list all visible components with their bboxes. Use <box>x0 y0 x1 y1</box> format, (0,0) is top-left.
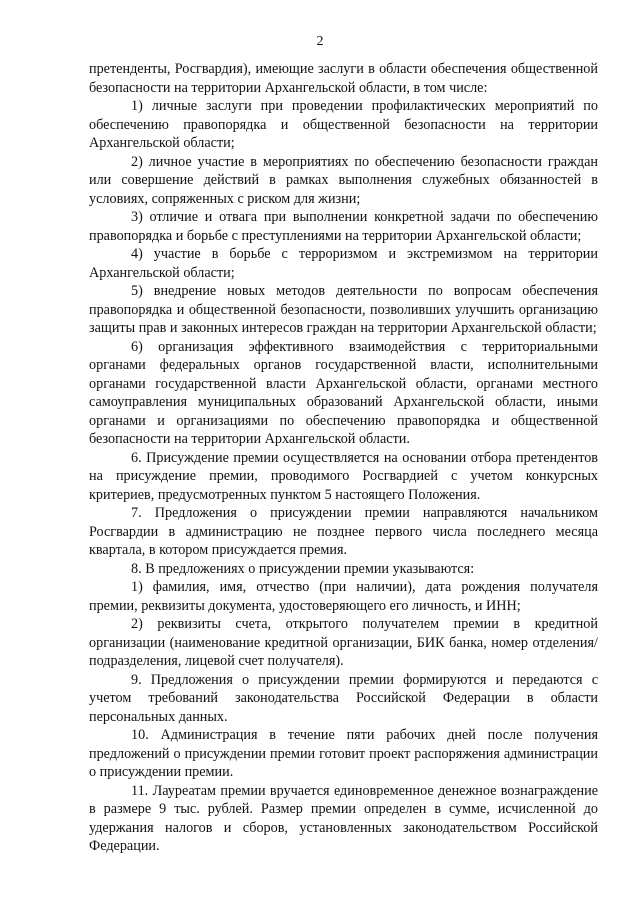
paragraph-clause-8: 8. В предложениях о присуждении премии указываются: <box>131 560 475 577</box>
document-body <box>89 60 598 856</box>
paragraph-clause-6: 6. Присуждение премии осуществляется на основании отбора претендентов на присуждение премии, проводимого Росгвардией с учетом конкурсных критериев, предусмотренных пунктом 5 настоящего Положения. <box>89 449 598 503</box>
paragraph-clause-10: 10. Администрация в течение пяти рабочих дней после получения предложений о присуждении премии готовит проект распоряжения администрации о присуждении премии. <box>89 727 598 780</box>
paragraph-clause-7: 7. Предложения о присуждении премии направляются начальником Росгвардии в администрацию не позднее первого числа последнего месяца квартала, в котором присуждается премия. <box>89 505 598 558</box>
paragraph-item-4: 4) участие в борьбе с терроризмом и экстремизмом на территории Архангельской области; <box>89 246 598 281</box>
paragraph-clause-8-item-2: 2) реквизиты счета, открытого получателем премии в кредитной организации (наименование кредитной организации, БИК банка, номер отделения/подразделения, лицевой счет получателя). <box>89 616 598 669</box>
paragraph-clause-8-item-1: 1) фамилия, имя, отчество (при наличии), дата рождения получателя премии, реквизиты документа, удостоверяющего его личность, и ИНН; <box>89 579 598 614</box>
paragraph-item-6: 6) организация эффективного взаимодействия с территориальными органами федеральных органов государственной власти, исполнительными органами государственной власти Архангельской области, органами местного самоуправления муниципальных образований Архангельской области, иными органами и организациями по обеспечению правопорядка и общественной безопасности на территории Архангельской области. <box>89 338 598 447</box>
page-number: 2 <box>316 34 324 49</box>
paragraph-item-2: 2) личное участие в мероприятиях по обеспечению безопасности граждан или совершение действий в рамках выполнения служебных обязанностей в условиях, сопряженных с риском для жизни; <box>89 153 598 207</box>
paragraph-continuation: претенденты, Росгвардия), имеющие заслуги в области обеспечения общественной безопасности на территории Архангельской области, в том числе: <box>89 61 598 96</box>
paragraph-item-1: 1) личные заслуги при проведении профилактических мероприятий по обеспечению правопорядка и общественной безопасности на территории Архангельской области; <box>89 98 598 151</box>
paragraph-clause-9: 9. Предложения о присуждении премии формируются и передаются с учетом требований законодательства Российской Федерации в области персональных данных. <box>89 671 598 725</box>
paragraph-item-5: 5) внедрение новых методов деятельности по вопросам обеспечения правопорядка и общественной безопасности, позволивших улучшить организацию защиты прав и законных интересов граждан на территории Архангельской области; <box>89 283 598 336</box>
paragraph-clause-11: 11. Лауреатам премии вручается единовременное денежное вознаграждение в размере 9 тыс. рублей. Размер премии определен в сумме, исчисленной до удержания налогов и сборов, установленных законодательством Российской Федерации. <box>89 782 598 854</box>
paragraph-item-3: 3) отличие и отвага при выполнении конкретной задачи по обеспечению правопорядка и борьбе с преступлениями на территории Архангельской области; <box>89 209 598 244</box>
